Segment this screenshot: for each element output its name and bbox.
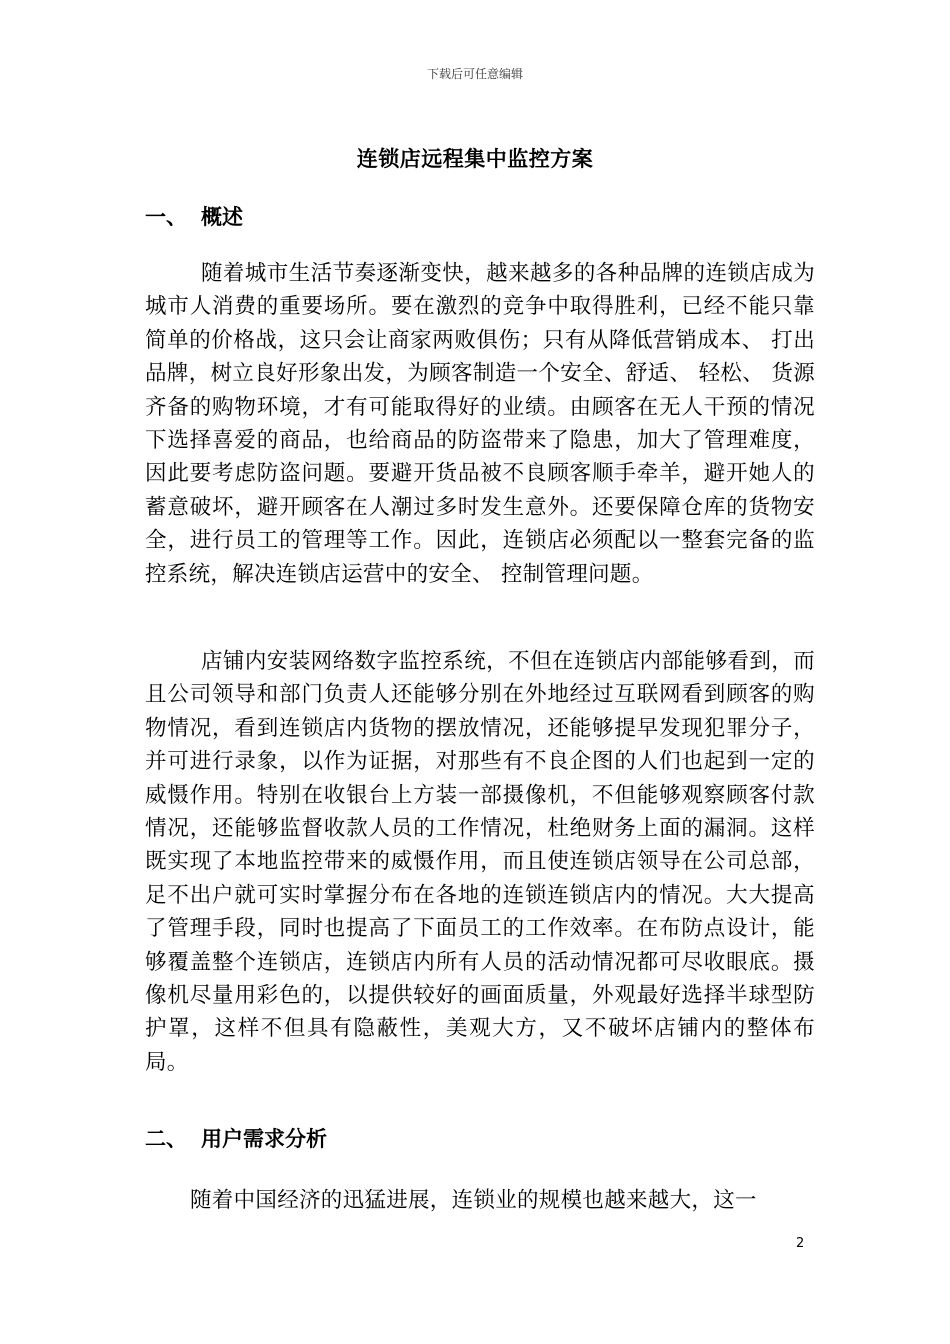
section-2-paragraph-1: 随着中国经济的迅猛进展，连锁业的规模也越来越大，这一 bbox=[190, 1188, 757, 1213]
section-1-number: 一、 bbox=[145, 205, 187, 229]
page-number: 2 bbox=[796, 1236, 805, 1251]
section-2-number: 二、 bbox=[145, 1127, 187, 1151]
section-1-paragraph-2: 店铺内安装网络数字监控系统，不但在连锁店内部能够看到，而且公司领导和部门负责人还能够分别在外地经过互联网看到顾客的购物情况，看到连锁店内货物的摆放情况，还能够提早发现犯罪分子，并可进行录象，以作为证据，对那些有不良企图的人们也起到一定的威慑作用。特别在收银台上方装一部摄像机，不但能够观察顾客付款情况，还能够监督收款人员的工作情况，杜绝财务上面的漏洞。这样既实现了本地监控带来的威慑作用，而且使连锁店领导在公司总部，足不出户就可实时掌握分布在各地的连锁连锁店内的情况。大大提高了管理手段，同时也提高了下面员工的工作效率。在布防点设计，能够覆盖整个连锁店，连锁店内所有人员的活动情况都可尽收眼底。摄像机尽量用彩色的，以提供较好的画面质量，外观最好选择半球型防护罩，这样不但具有隐蔽性，美观大方，又不破坏店铺内的整体布局。 bbox=[145, 649, 815, 1075]
section-1-title: 概述 bbox=[201, 205, 243, 229]
section-2-title: 用户需求分析 bbox=[201, 1127, 327, 1151]
document-title: 连锁店远程集中监控方案 bbox=[356, 147, 594, 171]
section-2-heading bbox=[145, 1124, 327, 1154]
section-1-heading bbox=[145, 202, 243, 232]
header-note: 下载后可任意编辑 bbox=[426, 67, 523, 81]
section-1-paragraph-1: 随着城市生活节奏逐渐变快，越来越多的各种品牌的连锁店成为城市人消费的重要场所。要在激烈的竞争中取得胜利，已经不能只靠简单的价格战，这只会让商家两败俱伤；只有从降低营销成本、 打出品牌，树立良好形象出发，为顾客制造一个安全、舒适、 轻松、 货源齐备的购物环境，才有可能取得好的业绩。由顾客在无人干预的情况下选择喜爱的商品，也给商品的防盗带来了隐患，加大了管理难度，因此要考虑防盗问题。要避开货品被不良顾客顺手牵羊，避开她人的蓄意破坏，避开顾客在人潮过多时发生意外。还要保障仓库的货物安全，进行员工的管理等工作。因此，连锁店必须配以一整套完备的监控系统，解决连锁店运营中的安全、 控制管理问题。 bbox=[145, 261, 815, 587]
